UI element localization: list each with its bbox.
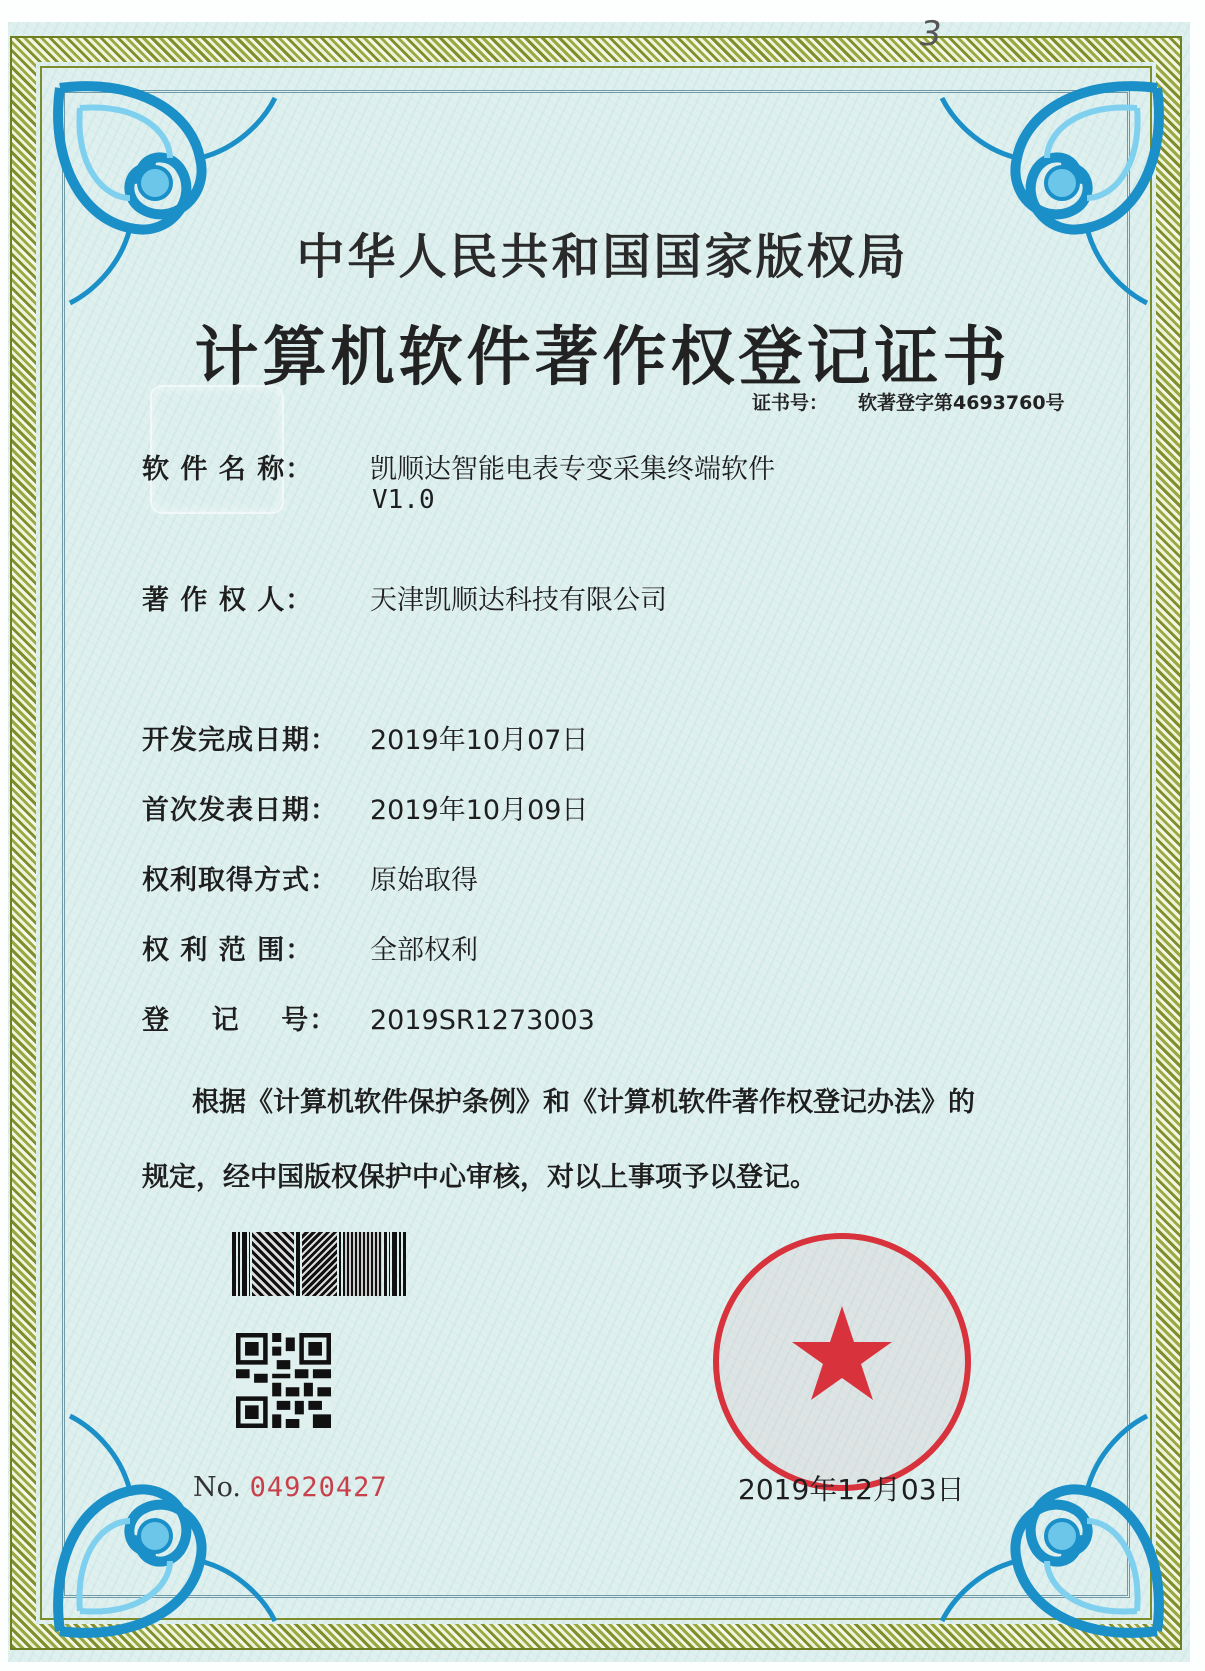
field-software-name [142, 447, 775, 486]
software-version: V1.0 [372, 485, 435, 515]
field-label: 著 作 权 人： [142, 585, 314, 616]
serial-prefix: No. [193, 1472, 241, 1503]
field-value: 全部权利 [370, 935, 478, 966]
barcode [232, 1232, 408, 1296]
field-owner [142, 578, 667, 617]
corner-ornament-bottom-left [50, 1411, 280, 1641]
field-publish-date [142, 788, 588, 827]
handwritten-mark: 3 [920, 14, 942, 54]
certificate-number-value: 软著登字第4693760号 [858, 392, 1065, 414]
field-development-date [142, 718, 588, 757]
field-acquisition-method [142, 858, 478, 897]
field-label: 首次发表日期： [142, 795, 338, 826]
field-value: 2019年10月07日 [370, 725, 589, 756]
serial-value: 04920427 [249, 1472, 388, 1503]
qr-code [236, 1333, 331, 1428]
issuing-authority: 中华人民共和国国家版权局 [296, 229, 909, 285]
statement-line-2: 规定，经中国版权保护中心审核，对以上事项予以登记。 [142, 1162, 817, 1193]
field-label: 权利取得方式： [142, 865, 338, 896]
field-label: 权 利 范 围： [142, 935, 314, 966]
field-rights-scope [142, 928, 478, 967]
field-value: 2019SR1273003 [370, 1005, 595, 1036]
field-value: 2019年10月09日 [370, 795, 589, 826]
serial-number [193, 1472, 388, 1503]
field-value: 天津凯顺达科技有限公司 [370, 585, 667, 616]
field-registration-number [142, 998, 595, 1037]
certificate-title: 计算机软件著作权登记证书 [194, 320, 1011, 395]
statement-line-1: 根据《计算机软件保护条例》和《计算机软件著作权登记办法》的 [192, 1087, 975, 1118]
field-value: 凯顺达智能电表专变采集终端软件 [370, 454, 775, 485]
issue-date: 2019年12月03日 [738, 1473, 965, 1506]
official-seal [708, 1228, 976, 1496]
field-label: 登 记 号： [142, 1005, 338, 1036]
field-value: 原始取得 [370, 865, 478, 896]
certificate-number [752, 388, 1065, 415]
field-label: 软 件 名 称： [142, 454, 314, 485]
certificate-number-label: 证书号： [752, 392, 829, 414]
field-label: 开发完成日期： [142, 725, 338, 756]
